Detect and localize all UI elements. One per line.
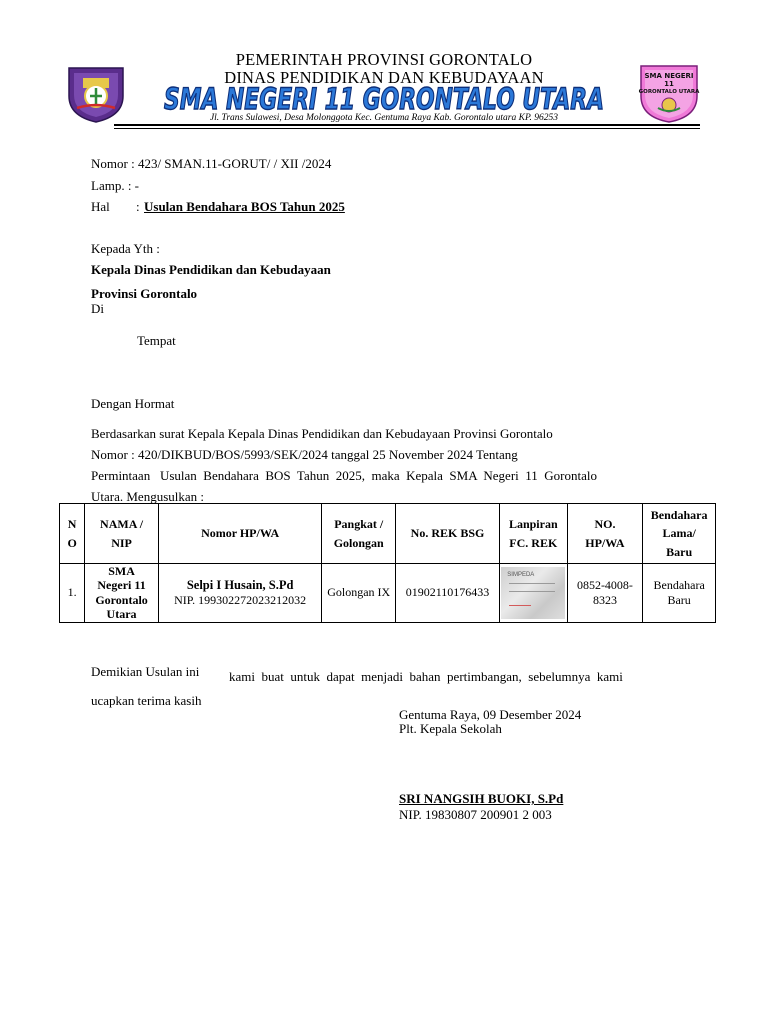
- header-hp: [567, 504, 643, 564]
- letter-attachment: Lamp. : -: [91, 178, 140, 193]
- school-logo-text-1: SMA NEGERI: [644, 72, 694, 80]
- school-name-text: SMA NEGERI 11 GORONTALO UTARA: [164, 83, 604, 113]
- header-pangkat-line-1: Pangkat /: [334, 516, 384, 531]
- body-paragraph-line-1: Berdasarkan surat Kepala Kepala Dinas Pendidikan dan Kebudayaan Provinsi Gorontalo: [91, 426, 553, 441]
- table-row: [60, 564, 716, 623]
- cell-rek: 01902110176433: [396, 564, 500, 623]
- letterhead-department: DINAS PENDIDIKAN DAN KEBUDAYAAN: [224, 68, 544, 87]
- cell-hp-line-2: 8323: [592, 592, 617, 607]
- closing-line-2: ucapkan terima kasih: [91, 693, 202, 708]
- signer-name: SRI NANGSIH BUOKI, S.Pd: [399, 791, 564, 806]
- thumbnail-line-2: [509, 591, 555, 592]
- header-nama-line-1: NAMA /: [100, 516, 144, 531]
- header-rek: No. REK BSG: [396, 504, 500, 564]
- signer-position: Plt. Kepala Sekolah: [399, 721, 502, 736]
- school-logo-text-2: 11: [664, 80, 674, 88]
- cell-lampiran: [499, 564, 567, 623]
- letterhead-divider-thick: [114, 124, 700, 126]
- letter-subject: Usulan Bendahara BOS Tahun 2025: [144, 199, 345, 214]
- header-lampiran-line-2: FC. REK: [509, 535, 558, 550]
- proposal-table: [59, 503, 716, 623]
- letterhead-government: PEMERINTAH PROVINSI GORONTALO: [235, 50, 533, 69]
- cell-bendahara: [643, 564, 716, 623]
- recipient-province: Provinsi Gorontalo: [91, 286, 198, 301]
- header-bendahara: [643, 504, 716, 564]
- school-logo-text-3: GORONTALO UTARA: [638, 89, 700, 95]
- table-header-row: [60, 504, 716, 564]
- cell-person-name: Selpi I Husain, S.Pd: [186, 578, 294, 593]
- cell-person: [158, 564, 321, 623]
- header-lampiran-line-1: Lanpiran: [508, 516, 558, 531]
- place-date: Gentuma Raya, 09 Desember 2024: [399, 707, 582, 722]
- cell-hp-line-1: 0852-4008-: [576, 578, 633, 593]
- header-hp-line-2: HP/WA: [585, 535, 625, 550]
- header-no: [60, 504, 85, 564]
- header-nama-line-2: NIP: [111, 535, 132, 550]
- salutation: Dengan Hormat: [91, 396, 175, 411]
- cell-nama-line-3: Gorontalo: [95, 592, 148, 607]
- recipient-di: Di: [91, 301, 104, 316]
- recipient-greeting: Kepada Yth :: [91, 241, 160, 256]
- thumbnail-line-3: [509, 605, 531, 606]
- header-pangkat-line-2: Golongan: [333, 535, 384, 550]
- thumbnail-line-1: [509, 583, 555, 584]
- cell-hp: [567, 564, 643, 623]
- letterhead-address: Jl. Trans Sulawesi, Desa Molonggota Kec. Gentuma Raya Kab. Gorontalo utara KP. 96253: [209, 113, 559, 123]
- cell-bendahara-line-1: Bendahara: [653, 578, 705, 593]
- letterhead-school-name: [162, 83, 606, 113]
- cell-person-nip: NIP. 199302272023212032: [174, 593, 307, 608]
- header-bendahara-line-3: Baru: [666, 544, 693, 559]
- thumbnail-label: SIMPEDA: [507, 571, 535, 578]
- header-no-line-2: O: [67, 535, 77, 550]
- header-nama: [85, 504, 159, 564]
- cell-nama-line-1: SMA: [108, 564, 135, 578]
- cell-nama-line-4: Utara: [106, 607, 137, 622]
- bank-statement-thumbnail: [501, 567, 565, 619]
- school-logo: [636, 62, 702, 124]
- header-no-line-1: N: [67, 516, 77, 531]
- header-lampiran: [499, 504, 567, 564]
- cell-nama-line-2: Negeri 11: [97, 578, 146, 593]
- cell-bendahara-line-2: Baru: [667, 592, 691, 607]
- body-paragraph-line-4: Utara. Mengusulkan :: [91, 489, 205, 504]
- body-paragraph-line-3: Permintaan Usulan Bendahara BOS Tahun 2025, maka Kepala SMA Negeri 11 Gorontalo: [91, 468, 597, 483]
- cell-golongan: Golongan IX: [322, 564, 396, 623]
- letter-subject-colon: :: [136, 199, 140, 214]
- letter-number: Nomor : 423/ SMAN.11-GORUT/ / XII /2024: [91, 156, 332, 171]
- closing-line-1-left: Demikian Usulan ini: [91, 664, 200, 679]
- header-hp-line-1: NO.: [594, 516, 616, 531]
- header-nomor-hp: Nomor HP/WA: [158, 504, 321, 564]
- signer-nip: NIP. 19830807 200901 2 003: [399, 807, 552, 822]
- letterhead-divider-thin: [114, 128, 700, 129]
- header-pangkat: [322, 504, 396, 564]
- header-bendahara-line-2: Lama/: [662, 526, 696, 541]
- recipient-place: Tempat: [137, 333, 176, 348]
- letter-subject-label: Hal: [91, 199, 110, 214]
- cell-no: 1.: [60, 564, 85, 623]
- recipient-name: Kepala Dinas Pendidikan dan Kebudayaan: [91, 262, 331, 277]
- body-paragraph-line-2: Nomor : 420/DIKBUD/BOS/5993/SEK/2024 tanggal 25 November 2024 Tentang: [91, 447, 518, 462]
- cell-nama: [85, 564, 159, 623]
- header-bendahara-line-1: Bendahara: [650, 507, 708, 522]
- closing-line-1-right: kami buat untuk dapat menjadi bahan pertimbangan, sebelumnya kami: [229, 669, 623, 684]
